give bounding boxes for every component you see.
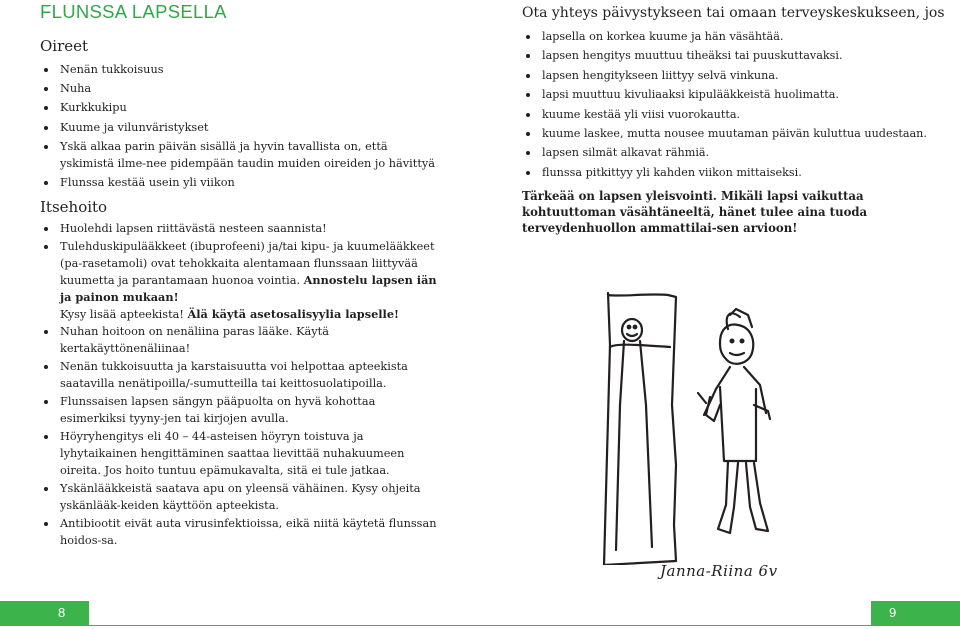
list-item-text: Tulehduskipulääkkeet (ibuprofeeni) ja/tai kipu- ja kuumelääkkeet (pa-rasetamoli) ovat tehokkaita alentamaan flunssaan liittyvää kuumetta ja parantamaan huonoa vointia.	[60, 240, 435, 287]
dosage-note: Annostelu lapsen iän ja painon mukaan!	[60, 273, 437, 304]
list-item: Nenän tukkoisuus	[40, 61, 440, 78]
list-item: Nuha	[40, 80, 440, 97]
list-item: Flunssa kestää usein yli viikon	[40, 174, 440, 191]
list-item: lapsen silmät alkavat rähmiä.	[522, 143, 942, 162]
child-drawing	[580, 285, 800, 565]
right-page	[480, 0, 960, 629]
important-note: Tärkeää on lapsen yleisvointi. Mikäli lapsi vaikuttaa kohtuuttoman väsähtäneeltä, hänet tulee aina tuoda terveydenhuollon ammattilai-sen arvioon!	[522, 189, 868, 235]
list-item: lapsen hengitys muuttuu tiheäksi tai puuskuttavaksi.	[522, 46, 942, 65]
list-item	[40, 238, 440, 323]
symptoms-list	[40, 61, 440, 193]
list-item: Nuhan hoitoon on nenäliina paras lääke. Käytä kertakäyttönenäliinaa!	[40, 323, 440, 357]
list-item: lapsella on korkea kuume ja hän väsähtää.	[522, 27, 942, 46]
list-item: Yskänlääkkeistä saatava apu on yleensä vähäinen. Kysy ohjeita yskänlääk-keiden käyttöön apteekista.	[40, 480, 440, 514]
heading-itsehoito: Itsehoito	[40, 198, 108, 216]
list-item: lapsi muuttuu kivuliaaksi kipulääkkeistä huolimatta.	[522, 85, 942, 104]
list-item: Nenän tukkoisuutta ja karstaisuutta voi helpottaa apteekista saatavilla nenätipoilla/-sumutteilla tai keittosuolatipoilla.	[40, 358, 440, 392]
footer-line	[89, 625, 480, 626]
page-number: 8	[58, 605, 66, 620]
drawing-signature: Janna-Riina 6v	[660, 562, 778, 580]
list-item: Höyryhengitys eli 40 – 44-asteisen höyryn toistuva ja lyhytaikainen hengittäminen saattaa lievittää nuhakuumeen oireita. Jos hoito tuntuu epämukavalta, sitä ei tule jatkaa.	[40, 428, 440, 479]
list-item: Kurkkukipu	[40, 99, 440, 116]
list-item: Yskä alkaa parin päivän sisällä ja hyvin tavallista on, että yskimistä ilme-nee pidempään taudin muiden oireiden jo hävittyä	[40, 138, 440, 172]
list-item: Huolehdi lapsen riittävästä nesteen saannista!	[40, 220, 440, 237]
heading-oireet: Oireet	[40, 37, 89, 55]
list-item: Flunssaisen lapsen sängyn pääpuolta on hyvä kohottaa esimerkiksi tyyny-jen tai kirjojen avulla.	[40, 393, 440, 427]
page-number: 9	[889, 605, 897, 620]
list-item: kuume kestää yli viisi vuorokautta.	[522, 105, 942, 124]
aspirin-warning: Älä käytä asetosalisyylia lapselle!	[187, 307, 399, 321]
list-item: kuume laskee, mutta nousee muutaman päivän kuluttua uudestaan.	[522, 124, 942, 143]
list-item: Antibiootit eivät auta virusinfektioissa, eikä niitä käytetä flunssan hoidos-sa.	[40, 515, 440, 549]
list-item: flunssa pitkittyy yli kahden viikon mittaiseksi.	[522, 163, 942, 182]
contact-heading: Ota yhteys päivystykseen tai omaan terveyskeskukseen, jos	[522, 5, 945, 21]
page-title: FLUNSSA LAPSELLA	[40, 1, 227, 22]
contact-list	[522, 27, 942, 182]
pharmacy-note: Kysy lisää apteekista!	[60, 308, 184, 321]
list-item: lapsen hengitykseen liittyy selvä vinkuna.	[522, 66, 942, 85]
footer-line	[480, 625, 871, 626]
footer-bar-right	[871, 601, 960, 626]
list-item: Kuume ja vilunväristykset	[40, 119, 440, 136]
self-care-list	[40, 220, 440, 550]
footer-bar-left	[0, 601, 89, 626]
